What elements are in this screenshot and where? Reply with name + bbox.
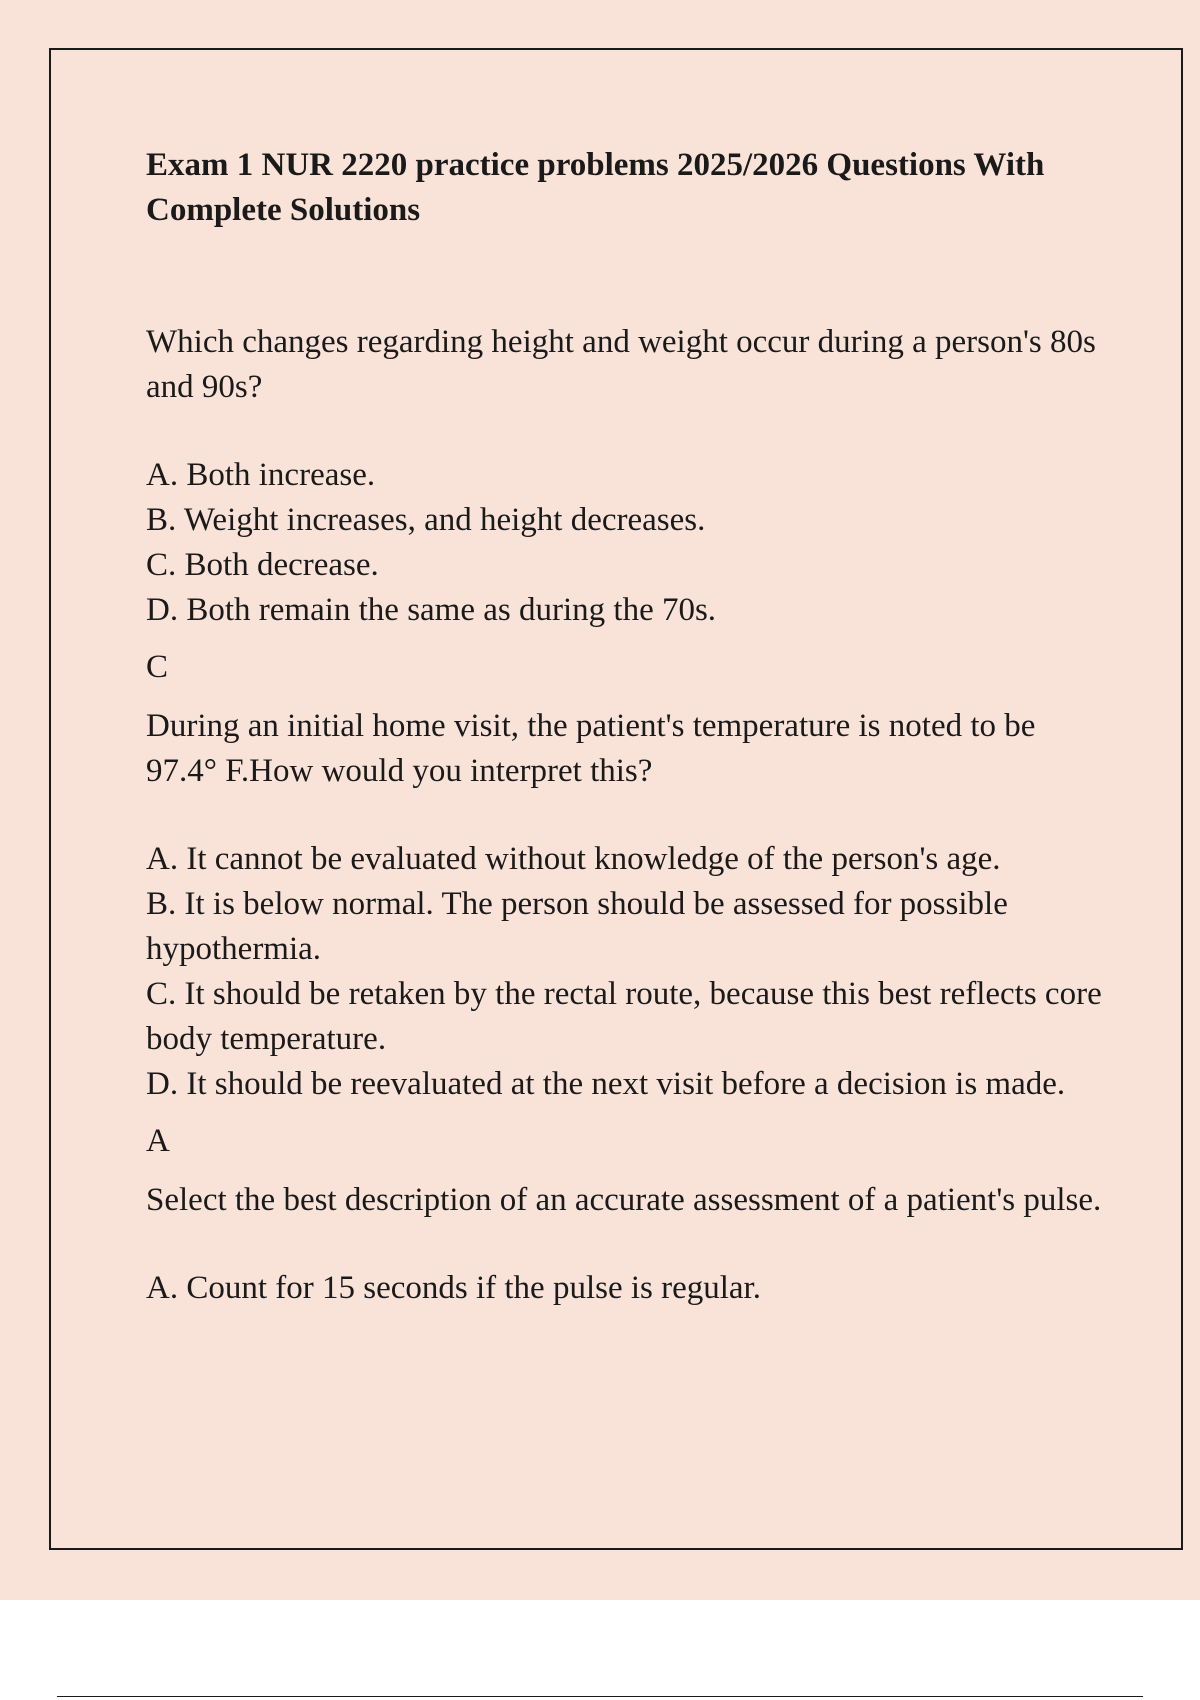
question-item-3: [146, 1178, 1106, 1311]
document-title: Exam 1 NUR 2220 practice problems 2025/2026 Questions With Complete Solutions: [146, 147, 1045, 228]
answer-text: A: [146, 1123, 170, 1159]
option-list: [146, 837, 1106, 1107]
question-text: Select the best description of an accurate assessment of a patient's pulse.: [146, 1182, 1102, 1218]
option-b: B. It is below normal. The person should be assessed for possible hypothermia.: [146, 886, 1008, 967]
option-a: A. It cannot be evaluated without knowledge of the person's age.: [146, 841, 1001, 877]
option-list: [146, 453, 1106, 633]
question-item-1: [146, 320, 1106, 690]
question-text: During an initial home visit, the patient's temperature is noted to be 97.4° F.How would you interpret this?: [146, 708, 1036, 789]
option-c: C. Both decrease.: [146, 547, 379, 583]
option-d: D. It should be reevaluated at the next visit before a decision is made.: [146, 1066, 1066, 1102]
footer-divider: [57, 1696, 1143, 1697]
question-item-2: [146, 704, 1106, 1164]
document-content: [146, 143, 1106, 1311]
option-c: C. It should be retaken by the rectal route, because this best reflects core body temperature.: [146, 976, 1102, 1057]
option-d: D. Both remain the same as during the 70s.: [146, 592, 717, 628]
option-a: A. Count for 15 seconds if the pulse is regular.: [146, 1270, 761, 1306]
option-list: [146, 1266, 1106, 1311]
answer-text: C: [146, 649, 169, 685]
option-b: B. Weight increases, and height decreases.: [146, 502, 706, 538]
option-a: A. Both increase.: [146, 457, 376, 493]
question-text: Which changes regarding height and weight occur during a person's 80s and 90s?: [146, 324, 1096, 405]
